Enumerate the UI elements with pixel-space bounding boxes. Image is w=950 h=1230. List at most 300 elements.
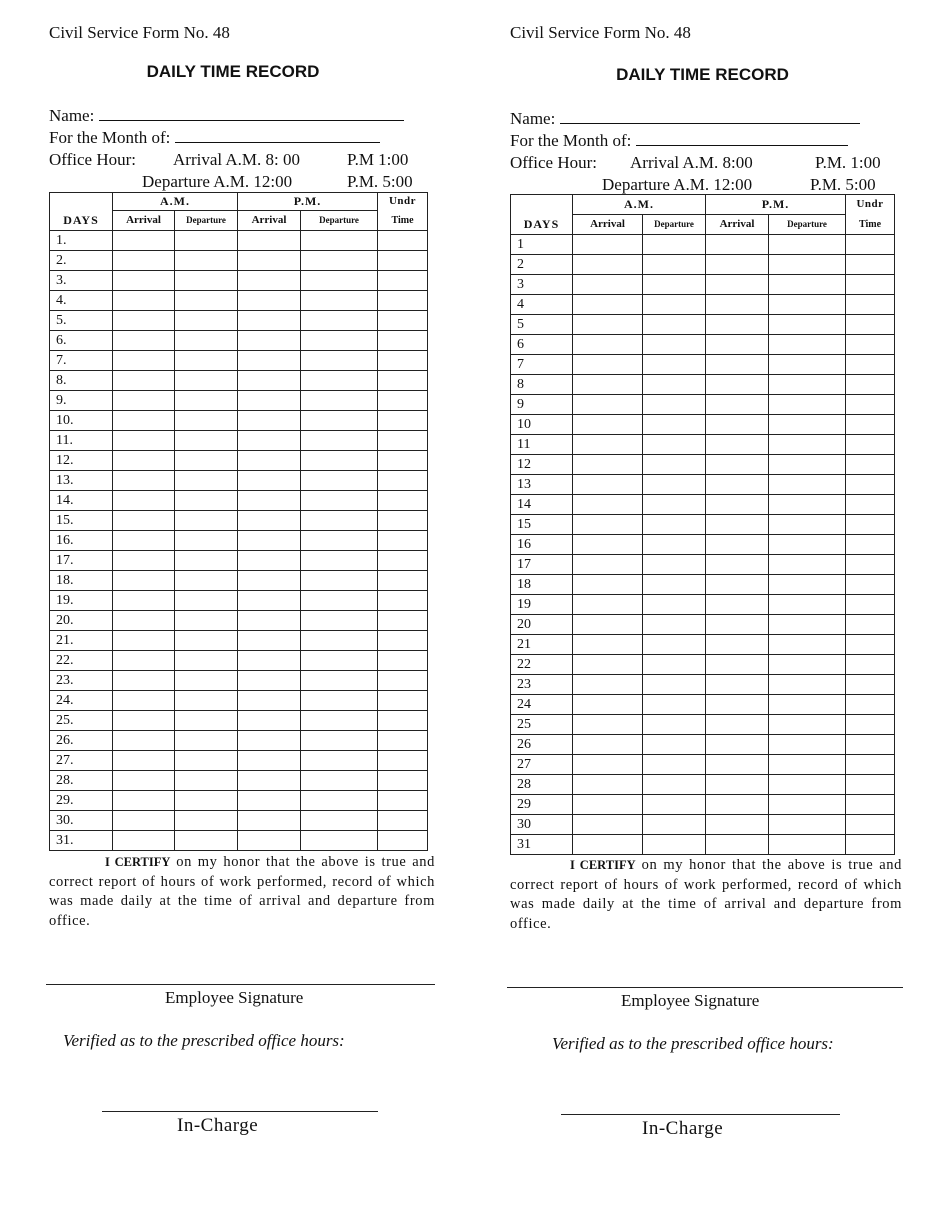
pm-arrival-cell[interactable] xyxy=(238,331,301,351)
pm-arrival-cell[interactable] xyxy=(238,771,301,791)
pm-arrival-cell[interactable] xyxy=(706,455,769,475)
am-arrival-cell[interactable] xyxy=(113,731,175,751)
undertime-cell[interactable] xyxy=(378,671,428,691)
am-arrival-cell[interactable] xyxy=(113,371,175,391)
name-field[interactable] xyxy=(510,109,860,129)
month-blank[interactable] xyxy=(636,133,848,146)
month-field[interactable] xyxy=(510,131,848,151)
undertime-cell[interactable] xyxy=(846,615,895,635)
am-arrival-cell[interactable] xyxy=(573,555,643,575)
am-departure-cell[interactable] xyxy=(643,635,706,655)
am-departure-cell[interactable] xyxy=(175,831,238,851)
pm-departure-cell[interactable] xyxy=(769,535,846,555)
pm-arrival-cell[interactable] xyxy=(706,815,769,835)
undertime-cell[interactable] xyxy=(378,751,428,771)
pm-arrival-cell[interactable] xyxy=(238,491,301,511)
pm-arrival-cell[interactable] xyxy=(706,415,769,435)
undertime-cell[interactable] xyxy=(378,431,428,451)
am-arrival-cell[interactable] xyxy=(573,355,643,375)
pm-arrival-cell[interactable] xyxy=(238,531,301,551)
am-arrival-cell[interactable] xyxy=(573,595,643,615)
pm-arrival-cell[interactable] xyxy=(706,395,769,415)
pm-departure-cell[interactable] xyxy=(301,631,378,651)
pm-departure-cell[interactable] xyxy=(769,595,846,615)
am-arrival-cell[interactable] xyxy=(113,471,175,491)
pm-departure-cell[interactable] xyxy=(301,451,378,471)
pm-arrival-cell[interactable] xyxy=(238,751,301,771)
pm-departure-cell[interactable] xyxy=(301,571,378,591)
pm-arrival-cell[interactable] xyxy=(238,311,301,331)
undertime-cell[interactable] xyxy=(846,335,895,355)
pm-arrival-cell[interactable] xyxy=(238,291,301,311)
pm-arrival-cell[interactable] xyxy=(238,551,301,571)
undertime-cell[interactable] xyxy=(378,451,428,471)
undertime-cell[interactable] xyxy=(846,535,895,555)
undertime-cell[interactable] xyxy=(846,355,895,375)
undertime-cell[interactable] xyxy=(846,455,895,475)
undertime-cell[interactable] xyxy=(846,775,895,795)
pm-arrival-cell[interactable] xyxy=(238,831,301,851)
am-arrival-cell[interactable] xyxy=(573,235,643,255)
pm-departure-cell[interactable] xyxy=(301,771,378,791)
am-departure-cell[interactable] xyxy=(643,815,706,835)
pm-arrival-cell[interactable] xyxy=(238,411,301,431)
am-departure-cell[interactable] xyxy=(175,751,238,771)
am-arrival-cell[interactable] xyxy=(113,531,175,551)
pm-arrival-cell[interactable] xyxy=(706,715,769,735)
undertime-cell[interactable] xyxy=(378,811,428,831)
pm-arrival-cell[interactable] xyxy=(238,431,301,451)
pm-arrival-cell[interactable] xyxy=(706,615,769,635)
am-arrival-cell[interactable] xyxy=(113,711,175,731)
pm-departure-cell[interactable] xyxy=(769,315,846,335)
undertime-cell[interactable] xyxy=(378,731,428,751)
undertime-cell[interactable] xyxy=(378,391,428,411)
am-departure-cell[interactable] xyxy=(175,371,238,391)
pm-arrival-cell[interactable] xyxy=(706,495,769,515)
pm-departure-cell[interactable] xyxy=(769,575,846,595)
undertime-cell[interactable] xyxy=(378,251,428,271)
undertime-cell[interactable] xyxy=(378,711,428,731)
am-departure-cell[interactable] xyxy=(175,451,238,471)
am-departure-cell[interactable] xyxy=(643,695,706,715)
pm-departure-cell[interactable] xyxy=(769,815,846,835)
undertime-cell[interactable] xyxy=(846,735,895,755)
undertime-cell[interactable] xyxy=(846,755,895,775)
pm-arrival-cell[interactable] xyxy=(238,611,301,631)
am-departure-cell[interactable] xyxy=(175,531,238,551)
am-arrival-cell[interactable] xyxy=(573,375,643,395)
am-departure-cell[interactable] xyxy=(175,511,238,531)
am-arrival-cell[interactable] xyxy=(113,271,175,291)
pm-departure-cell[interactable] xyxy=(769,795,846,815)
pm-departure-cell[interactable] xyxy=(301,531,378,551)
am-departure-cell[interactable] xyxy=(643,395,706,415)
am-departure-cell[interactable] xyxy=(643,475,706,495)
am-departure-cell[interactable] xyxy=(643,535,706,555)
pm-departure-cell[interactable] xyxy=(301,551,378,571)
pm-departure-cell[interactable] xyxy=(301,411,378,431)
am-departure-cell[interactable] xyxy=(643,495,706,515)
am-departure-cell[interactable] xyxy=(175,671,238,691)
am-arrival-cell[interactable] xyxy=(113,591,175,611)
pm-arrival-cell[interactable] xyxy=(706,555,769,575)
am-departure-cell[interactable] xyxy=(643,735,706,755)
pm-departure-cell[interactable] xyxy=(769,455,846,475)
undertime-cell[interactable] xyxy=(846,795,895,815)
pm-arrival-cell[interactable] xyxy=(238,231,301,251)
undertime-cell[interactable] xyxy=(846,295,895,315)
pm-arrival-cell[interactable] xyxy=(706,535,769,555)
employee-signature-line[interactable] xyxy=(46,984,435,985)
pm-arrival-cell[interactable] xyxy=(706,275,769,295)
pm-arrival-cell[interactable] xyxy=(238,351,301,371)
pm-departure-cell[interactable] xyxy=(769,835,846,855)
am-arrival-cell[interactable] xyxy=(113,831,175,851)
pm-arrival-cell[interactable] xyxy=(706,475,769,495)
undertime-cell[interactable] xyxy=(846,675,895,695)
am-departure-cell[interactable] xyxy=(643,775,706,795)
month-blank[interactable] xyxy=(175,130,380,143)
am-departure-cell[interactable] xyxy=(175,571,238,591)
pm-departure-cell[interactable] xyxy=(301,591,378,611)
undertime-cell[interactable] xyxy=(378,531,428,551)
am-departure-cell[interactable] xyxy=(643,375,706,395)
pm-departure-cell[interactable] xyxy=(301,651,378,671)
undertime-cell[interactable] xyxy=(378,651,428,671)
am-departure-cell[interactable] xyxy=(175,771,238,791)
undertime-cell[interactable] xyxy=(846,235,895,255)
pm-arrival-cell[interactable] xyxy=(706,775,769,795)
pm-departure-cell[interactable] xyxy=(301,691,378,711)
undertime-cell[interactable] xyxy=(378,791,428,811)
am-departure-cell[interactable] xyxy=(175,471,238,491)
am-arrival-cell[interactable] xyxy=(113,331,175,351)
pm-departure-cell[interactable] xyxy=(301,431,378,451)
undertime-cell[interactable] xyxy=(378,611,428,631)
pm-departure-cell[interactable] xyxy=(301,471,378,491)
pm-arrival-cell[interactable] xyxy=(238,811,301,831)
pm-departure-cell[interactable] xyxy=(301,251,378,271)
am-arrival-cell[interactable] xyxy=(573,575,643,595)
pm-arrival-cell[interactable] xyxy=(238,671,301,691)
am-departure-cell[interactable] xyxy=(175,231,238,251)
am-departure-cell[interactable] xyxy=(643,455,706,475)
pm-departure-cell[interactable] xyxy=(301,811,378,831)
am-arrival-cell[interactable] xyxy=(573,755,643,775)
pm-departure-cell[interactable] xyxy=(301,351,378,371)
am-arrival-cell[interactable] xyxy=(113,751,175,771)
undertime-cell[interactable] xyxy=(378,351,428,371)
pm-departure-cell[interactable] xyxy=(769,375,846,395)
undertime-cell[interactable] xyxy=(378,331,428,351)
am-departure-cell[interactable] xyxy=(175,651,238,671)
am-departure-cell[interactable] xyxy=(175,391,238,411)
pm-arrival-cell[interactable] xyxy=(238,731,301,751)
pm-departure-cell[interactable] xyxy=(769,415,846,435)
am-arrival-cell[interactable] xyxy=(573,535,643,555)
am-arrival-cell[interactable] xyxy=(113,351,175,371)
undertime-cell[interactable] xyxy=(846,375,895,395)
am-departure-cell[interactable] xyxy=(643,755,706,775)
am-departure-cell[interactable] xyxy=(175,691,238,711)
pm-departure-cell[interactable] xyxy=(769,695,846,715)
am-departure-cell[interactable] xyxy=(643,675,706,695)
am-departure-cell[interactable] xyxy=(175,431,238,451)
am-departure-cell[interactable] xyxy=(643,315,706,335)
undertime-cell[interactable] xyxy=(846,635,895,655)
am-departure-cell[interactable] xyxy=(175,791,238,811)
am-departure-cell[interactable] xyxy=(643,715,706,735)
pm-departure-cell[interactable] xyxy=(301,751,378,771)
pm-arrival-cell[interactable] xyxy=(706,355,769,375)
undertime-cell[interactable] xyxy=(378,591,428,611)
am-departure-cell[interactable] xyxy=(643,615,706,635)
am-departure-cell[interactable] xyxy=(175,331,238,351)
pm-arrival-cell[interactable] xyxy=(706,795,769,815)
undertime-cell[interactable] xyxy=(378,571,428,591)
pm-departure-cell[interactable] xyxy=(769,615,846,635)
am-arrival-cell[interactable] xyxy=(113,631,175,651)
pm-departure-cell[interactable] xyxy=(301,331,378,351)
undertime-cell[interactable] xyxy=(378,631,428,651)
pm-departure-cell[interactable] xyxy=(769,775,846,795)
pm-arrival-cell[interactable] xyxy=(706,235,769,255)
am-arrival-cell[interactable] xyxy=(573,435,643,455)
in-charge-line[interactable] xyxy=(561,1114,840,1115)
am-arrival-cell[interactable] xyxy=(113,411,175,431)
am-arrival-cell[interactable] xyxy=(573,415,643,435)
am-arrival-cell[interactable] xyxy=(113,291,175,311)
name-blank[interactable] xyxy=(560,111,860,124)
am-arrival-cell[interactable] xyxy=(573,615,643,635)
undertime-cell[interactable] xyxy=(378,311,428,331)
pm-departure-cell[interactable] xyxy=(769,255,846,275)
am-arrival-cell[interactable] xyxy=(113,231,175,251)
pm-arrival-cell[interactable] xyxy=(706,295,769,315)
am-arrival-cell[interactable] xyxy=(573,395,643,415)
am-departure-cell[interactable] xyxy=(175,731,238,751)
pm-departure-cell[interactable] xyxy=(301,731,378,751)
am-arrival-cell[interactable] xyxy=(573,475,643,495)
am-departure-cell[interactable] xyxy=(175,611,238,631)
pm-arrival-cell[interactable] xyxy=(238,711,301,731)
pm-arrival-cell[interactable] xyxy=(238,591,301,611)
undertime-cell[interactable] xyxy=(378,511,428,531)
pm-departure-cell[interactable] xyxy=(769,495,846,515)
am-departure-cell[interactable] xyxy=(643,795,706,815)
pm-arrival-cell[interactable] xyxy=(706,735,769,755)
undertime-cell[interactable] xyxy=(378,691,428,711)
pm-departure-cell[interactable] xyxy=(301,831,378,851)
undertime-cell[interactable] xyxy=(846,575,895,595)
am-arrival-cell[interactable] xyxy=(573,495,643,515)
undertime-cell[interactable] xyxy=(378,231,428,251)
pm-arrival-cell[interactable] xyxy=(238,451,301,471)
am-departure-cell[interactable] xyxy=(175,811,238,831)
undertime-cell[interactable] xyxy=(846,515,895,535)
pm-departure-cell[interactable] xyxy=(769,235,846,255)
am-arrival-cell[interactable] xyxy=(573,315,643,335)
pm-departure-cell[interactable] xyxy=(769,555,846,575)
am-arrival-cell[interactable] xyxy=(113,251,175,271)
pm-departure-cell[interactable] xyxy=(769,515,846,535)
am-departure-cell[interactable] xyxy=(175,351,238,371)
name-field[interactable] xyxy=(49,106,404,126)
pm-departure-cell[interactable] xyxy=(769,275,846,295)
pm-departure-cell[interactable] xyxy=(301,311,378,331)
am-arrival-cell[interactable] xyxy=(113,451,175,471)
pm-arrival-cell[interactable] xyxy=(238,391,301,411)
am-arrival-cell[interactable] xyxy=(573,515,643,535)
pm-departure-cell[interactable] xyxy=(301,611,378,631)
am-arrival-cell[interactable] xyxy=(113,431,175,451)
am-departure-cell[interactable] xyxy=(643,355,706,375)
am-departure-cell[interactable] xyxy=(643,515,706,535)
undertime-cell[interactable] xyxy=(378,471,428,491)
am-arrival-cell[interactable] xyxy=(573,675,643,695)
pm-departure-cell[interactable] xyxy=(301,291,378,311)
am-arrival-cell[interactable] xyxy=(573,455,643,475)
pm-departure-cell[interactable] xyxy=(769,335,846,355)
undertime-cell[interactable] xyxy=(846,835,895,855)
am-arrival-cell[interactable] xyxy=(113,511,175,531)
pm-arrival-cell[interactable] xyxy=(706,695,769,715)
pm-arrival-cell[interactable] xyxy=(706,595,769,615)
am-departure-cell[interactable] xyxy=(643,235,706,255)
undertime-cell[interactable] xyxy=(846,395,895,415)
pm-arrival-cell[interactable] xyxy=(238,651,301,671)
am-departure-cell[interactable] xyxy=(643,575,706,595)
pm-departure-cell[interactable] xyxy=(769,635,846,655)
am-departure-cell[interactable] xyxy=(643,255,706,275)
pm-departure-cell[interactable] xyxy=(769,735,846,755)
am-arrival-cell[interactable] xyxy=(113,571,175,591)
am-departure-cell[interactable] xyxy=(175,311,238,331)
pm-arrival-cell[interactable] xyxy=(238,571,301,591)
am-departure-cell[interactable] xyxy=(175,591,238,611)
am-departure-cell[interactable] xyxy=(643,335,706,355)
pm-arrival-cell[interactable] xyxy=(706,655,769,675)
pm-departure-cell[interactable] xyxy=(301,511,378,531)
am-arrival-cell[interactable] xyxy=(573,295,643,315)
pm-departure-cell[interactable] xyxy=(769,295,846,315)
undertime-cell[interactable] xyxy=(846,435,895,455)
am-arrival-cell[interactable] xyxy=(573,815,643,835)
am-arrival-cell[interactable] xyxy=(113,651,175,671)
pm-arrival-cell[interactable] xyxy=(706,315,769,335)
name-blank[interactable] xyxy=(99,108,404,121)
pm-departure-cell[interactable] xyxy=(301,371,378,391)
am-arrival-cell[interactable] xyxy=(113,691,175,711)
pm-departure-cell[interactable] xyxy=(769,655,846,675)
am-arrival-cell[interactable] xyxy=(113,551,175,571)
am-arrival-cell[interactable] xyxy=(113,311,175,331)
pm-arrival-cell[interactable] xyxy=(238,791,301,811)
am-arrival-cell[interactable] xyxy=(573,695,643,715)
pm-arrival-cell[interactable] xyxy=(706,635,769,655)
pm-arrival-cell[interactable] xyxy=(706,375,769,395)
am-arrival-cell[interactable] xyxy=(113,771,175,791)
pm-departure-cell[interactable] xyxy=(769,355,846,375)
pm-arrival-cell[interactable] xyxy=(706,675,769,695)
am-arrival-cell[interactable] xyxy=(573,635,643,655)
am-departure-cell[interactable] xyxy=(643,595,706,615)
pm-departure-cell[interactable] xyxy=(769,715,846,735)
am-arrival-cell[interactable] xyxy=(573,655,643,675)
in-charge-line[interactable] xyxy=(102,1111,378,1112)
pm-departure-cell[interactable] xyxy=(301,491,378,511)
am-departure-cell[interactable] xyxy=(175,251,238,271)
pm-departure-cell[interactable] xyxy=(769,755,846,775)
pm-departure-cell[interactable] xyxy=(769,475,846,495)
am-departure-cell[interactable] xyxy=(643,655,706,675)
undertime-cell[interactable] xyxy=(378,291,428,311)
undertime-cell[interactable] xyxy=(846,815,895,835)
pm-arrival-cell[interactable] xyxy=(706,255,769,275)
am-departure-cell[interactable] xyxy=(175,491,238,511)
am-arrival-cell[interactable] xyxy=(113,491,175,511)
am-arrival-cell[interactable] xyxy=(573,835,643,855)
pm-arrival-cell[interactable] xyxy=(706,515,769,535)
am-departure-cell[interactable] xyxy=(643,275,706,295)
undertime-cell[interactable] xyxy=(846,415,895,435)
undertime-cell[interactable] xyxy=(378,491,428,511)
undertime-cell[interactable] xyxy=(846,655,895,675)
am-departure-cell[interactable] xyxy=(175,631,238,651)
pm-departure-cell[interactable] xyxy=(301,671,378,691)
pm-arrival-cell[interactable] xyxy=(238,271,301,291)
am-arrival-cell[interactable] xyxy=(573,795,643,815)
undertime-cell[interactable] xyxy=(378,411,428,431)
am-arrival-cell[interactable] xyxy=(113,811,175,831)
pm-departure-cell[interactable] xyxy=(769,675,846,695)
pm-departure-cell[interactable] xyxy=(769,395,846,415)
pm-departure-cell[interactable] xyxy=(301,271,378,291)
undertime-cell[interactable] xyxy=(846,255,895,275)
pm-departure-cell[interactable] xyxy=(769,435,846,455)
undertime-cell[interactable] xyxy=(846,595,895,615)
pm-arrival-cell[interactable] xyxy=(238,471,301,491)
am-arrival-cell[interactable] xyxy=(113,611,175,631)
am-arrival-cell[interactable] xyxy=(113,391,175,411)
pm-arrival-cell[interactable] xyxy=(238,251,301,271)
am-departure-cell[interactable] xyxy=(175,291,238,311)
pm-arrival-cell[interactable] xyxy=(706,755,769,775)
am-arrival-cell[interactable] xyxy=(113,671,175,691)
am-departure-cell[interactable] xyxy=(643,835,706,855)
undertime-cell[interactable] xyxy=(378,551,428,571)
pm-arrival-cell[interactable] xyxy=(706,575,769,595)
pm-arrival-cell[interactable] xyxy=(706,335,769,355)
undertime-cell[interactable] xyxy=(846,695,895,715)
pm-arrival-cell[interactable] xyxy=(238,631,301,651)
undertime-cell[interactable] xyxy=(378,371,428,391)
pm-departure-cell[interactable] xyxy=(301,791,378,811)
undertime-cell[interactable] xyxy=(378,771,428,791)
am-arrival-cell[interactable] xyxy=(113,791,175,811)
am-departure-cell[interactable] xyxy=(175,271,238,291)
am-arrival-cell[interactable] xyxy=(573,275,643,295)
am-departure-cell[interactable] xyxy=(643,555,706,575)
pm-arrival-cell[interactable] xyxy=(706,835,769,855)
am-arrival-cell[interactable] xyxy=(573,335,643,355)
undertime-cell[interactable] xyxy=(378,831,428,851)
undertime-cell[interactable] xyxy=(846,715,895,735)
undertime-cell[interactable] xyxy=(846,315,895,335)
pm-arrival-cell[interactable] xyxy=(238,511,301,531)
am-arrival-cell[interactable] xyxy=(573,255,643,275)
